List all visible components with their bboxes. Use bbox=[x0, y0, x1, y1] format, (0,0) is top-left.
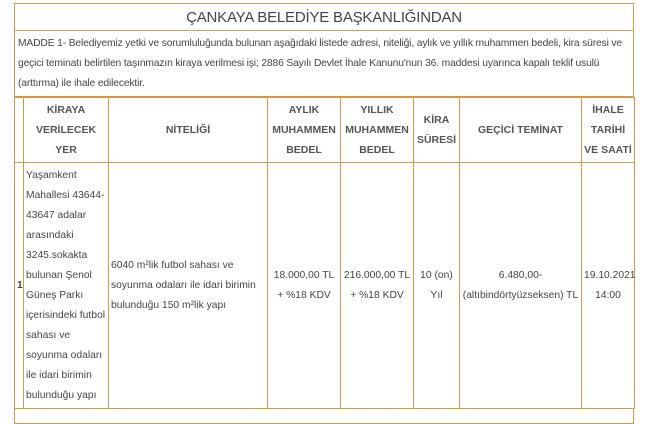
cell-auction bbox=[582, 163, 635, 409]
cell-yearly: 216.000,00 TL + %18 KDV bbox=[341, 163, 414, 409]
col-header-monthly: AYLIK MUHAMMEN BEDEL bbox=[268, 98, 341, 163]
cell-nature: 6040 m²lik futbol sahası ve soyunma odaları ile idari birimin bulunduğu 150 m²lik yapı bbox=[109, 163, 268, 409]
col-header-deposit: GEÇİCİ TEMİNAT bbox=[460, 98, 582, 163]
cell-monthly: 18.000,00 TL + %18 KDV bbox=[268, 163, 341, 409]
auction-time: 14:00 bbox=[595, 289, 621, 301]
table-header-row bbox=[15, 98, 635, 163]
cell-deposit: 6.480,00- (altıbindörtyüzseksen) TL bbox=[460, 163, 582, 409]
col-header-index bbox=[15, 98, 24, 163]
table-row bbox=[15, 163, 635, 409]
auction-date: 19.10.2021 bbox=[584, 269, 636, 281]
cell-term: 10 (on) Yıl bbox=[414, 163, 460, 409]
title-text: ÇANKAYA BELEDİYE BAŞKANLIĞINDAN bbox=[186, 8, 462, 26]
table-footer-border bbox=[14, 409, 634, 424]
cell-index: 1 bbox=[15, 163, 24, 409]
col-header-yearly: YILLIK MUHAMMEN BEDEL bbox=[341, 98, 414, 163]
col-header-nature: NİTELİĞİ bbox=[109, 98, 268, 163]
col-header-location: KİRAYA VERİLECEK YER bbox=[24, 98, 109, 163]
intro-paragraph: MADDE 1- Belediyemiz yetki ve sorumluluğunda bulunan aşağıdaki listede adresi, niteliği, aylık ve yıllık muhammen bedeli, kira süresi ve geçici teminatı belirtilen taşınmazın kiraya verilmesi işi; 2886 Sayılı Devlet İhale Kanunu'nun 36. maddesi uyarınca kapalı teklif usulü (arttırma) ile ihale edilecektir. bbox=[14, 31, 634, 97]
cell-location: Yaşamkent Mahallesi 43644-43647 adalar arasındaki 3245.sokakta bulunan Şenol Güneş Parkı içerisindeki futbol sahası ve soyunma odaları ile idari birimin bulunduğu yapı bbox=[24, 163, 109, 409]
announcement-title bbox=[14, 3, 634, 31]
announcement-frame bbox=[14, 3, 634, 424]
col-header-auction: İHALE TARİHİ VE SAATİ bbox=[582, 98, 635, 163]
col-header-term: KİRA SÜRESİ bbox=[414, 98, 460, 163]
rental-table bbox=[14, 97, 635, 409]
